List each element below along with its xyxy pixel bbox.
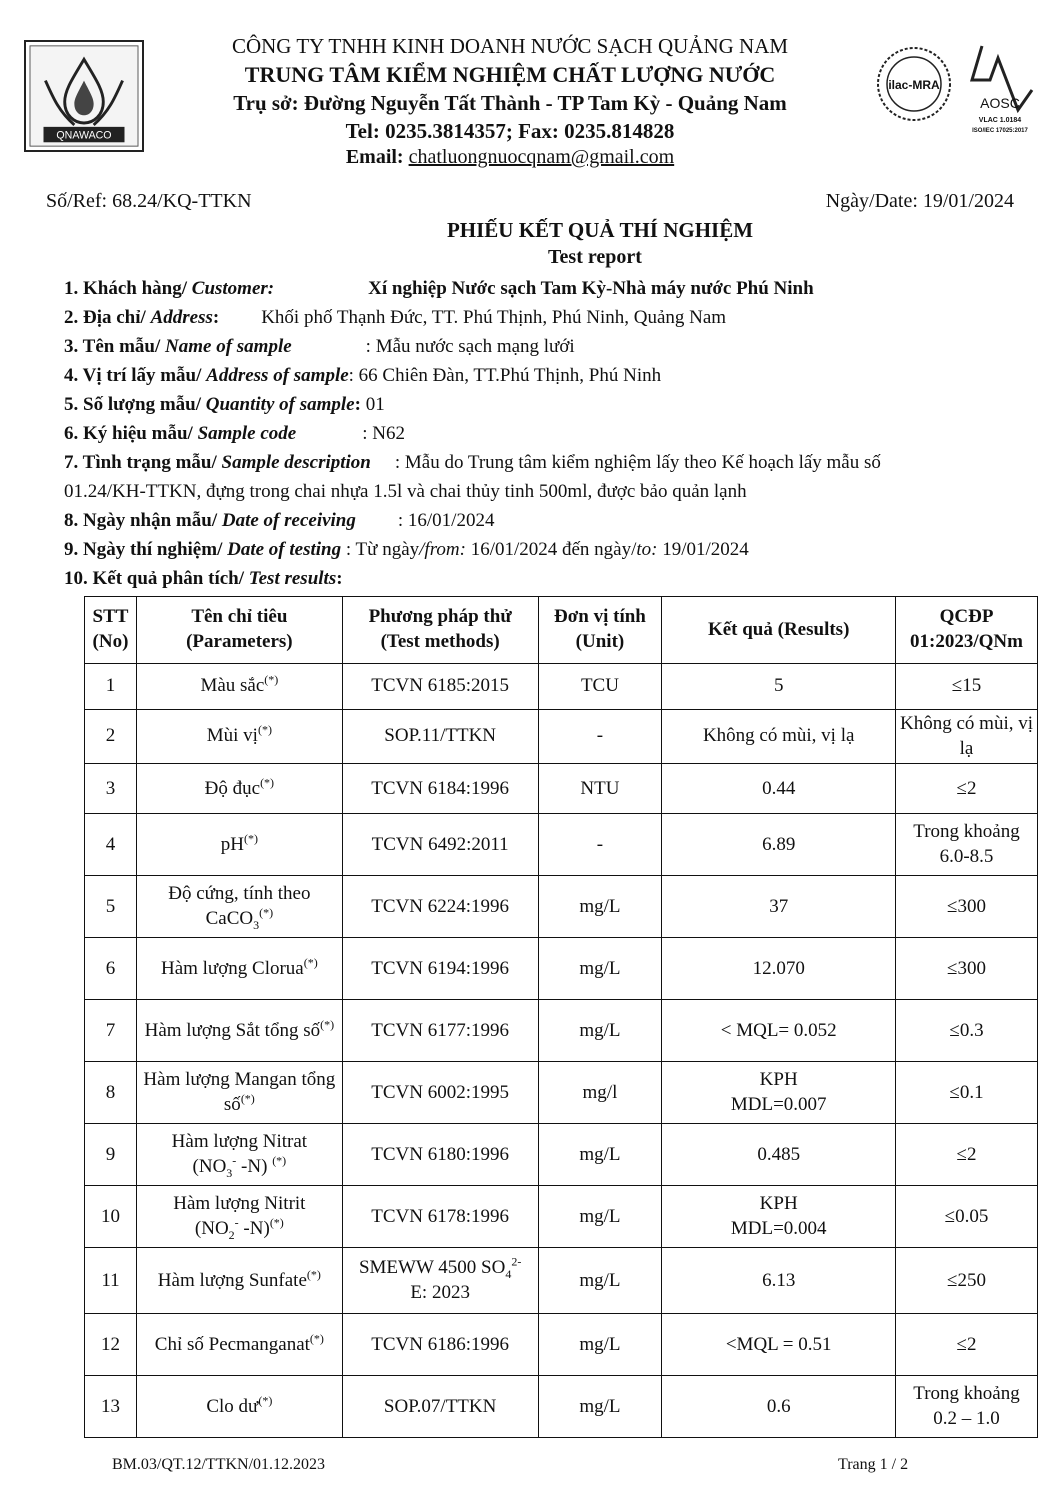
- info-sample-quantity: 5. Số lượng mẫu/ Quantity of sample: 01: [64, 394, 385, 415]
- table-row: 2 Mùi vị(*) SOP.11/TTKN - Không có mùi, vị lạ Không có mùi, vị lạ: [85, 710, 1038, 764]
- ilac-text: ilac-MRA: [888, 78, 940, 92]
- aosc-text: AOSC: [980, 95, 1020, 111]
- table-row: 11 Hàm lượng Sunfate(*) SMEWW 4500 $SO_4^{2-}$ E: 2023 mg/L 6.13 ≤250: [85, 1248, 1038, 1314]
- company-name: CÔNG TY TNHH KINH DOANH NƯỚC SẠCH QUẢNG NAM: [231, 34, 789, 58]
- report-title: PHIẾU KẾT QUẢ THÍ NGHIỆM: [446, 218, 754, 242]
- info-sample-location: 4. Vị trí lấy mẫu/ Address of sample: 66 Chiên Đàn, TT.Phú Thịnh, Phú Ninh: [64, 365, 662, 386]
- logo-text: QNAWACO: [56, 129, 112, 142]
- report-subtitle: Test report: [548, 246, 642, 268]
- results-table: [84, 596, 1038, 1438]
- info-date-received: 8. Ngày nhận mẫu/ Date of receiving : 16/01/2024: [64, 510, 495, 531]
- table-row: 9 Hàm lượng Nitrat ($NO_3^-$ -N) (*) TCVN 6180:1996 mg/L 0.485 ≤2: [85, 1124, 1038, 1186]
- table-row: 7 Hàm lượng Sắt tổng số(*) TCVN 6177:1996 mg/L < MQL= 0.052 ≤0.3: [85, 1000, 1038, 1062]
- form-code: BM.03/QT.12/TTKN/01.12.2023: [112, 1456, 326, 1473]
- header-no: STT (No): [85, 597, 137, 664]
- info-sample-description: 7. Tình trạng mẫu/ Sample description : Mẫu do Trung tâm kiểm nghiệm lấy theo Kế hoạch lấy mẫu số: [64, 452, 881, 473]
- iso-text: ISO/IEC 17025:2017: [972, 128, 1028, 134]
- table-row: 5 Độ cứng, tính theo CaCO$_3$(*) TCVN 6224:1996 mg/L 37 ≤300: [85, 876, 1038, 938]
- table-row: 8 Hàm lượng Mangan tổng số(*) TCVN 6002:1995 mg/l KPH MDL=0.007 ≤0.1: [85, 1062, 1038, 1124]
- info-date-testing: 9. Ngày thí nghiệm/ Date of testing : Từ ngày/from: 16/01/2024 đến ngày/to: 19/01/2024: [64, 539, 749, 560]
- page-number: Trang 1 / 2: [838, 1456, 909, 1473]
- company-logo: [24, 40, 144, 152]
- header-result: Kết quả (Results): [662, 597, 896, 664]
- info-sample-code: 6. Ký hiệu mẫu/ Sample code : N62: [64, 423, 405, 444]
- info-customer: 1. Khách hàng/ Customer: Xí nghiệp Nước sạch Tam Kỳ-Nhà máy nước Phú Ninh: [64, 278, 814, 299]
- info-sample-description-cont: 01.24/KH-TTKN, đựng trong chai nhựa 1.5l và chai thủy tinh 500ml, được bảo quản lạnh: [64, 481, 747, 502]
- info-sample-name: 3. Tên mẫu/ Name of sample : Mẫu nước sạch mạng lưới: [64, 336, 575, 357]
- table-header-row: [85, 597, 1038, 664]
- accreditation-logos: [872, 40, 1042, 136]
- table-row: 4 pH(*) TCVN 6492:2011 - 6.89 Trong khoảng 6.0-8.5: [85, 814, 1038, 876]
- contact-phone: Tel: 0235.3814357; Fax: 0235.814828: [345, 119, 675, 143]
- header-parameter: Tên chỉ tiêu (Parameters): [136, 597, 342, 664]
- office-address: Trụ sở: Đường Nguyễn Tất Thành - TP Tam Kỳ - Quảng Nam: [233, 91, 787, 115]
- center-name: TRUNG TÂM KIỂM NGHIỆM CHẤT LƯỢNG NƯỚC: [244, 62, 776, 87]
- report-date: Ngày/Date: 19/01/2024: [825, 190, 1014, 212]
- info-test-results: 10. Kết quả phân tích/ Test results:: [64, 568, 343, 589]
- table-row: 6 Hàm lượng Clorua(*) TCVN 6194:1996 mg/L 12.070 ≤300: [85, 938, 1038, 1000]
- reference-number: Số/Ref: 68.24/KQ-TTKN: [46, 190, 252, 212]
- table-row: 3 Độ đục(*) TCVN 6184:1996 NTU 0.44 ≤2: [85, 764, 1038, 814]
- email-label: Email:: [345, 146, 409, 168]
- table-row: 1 Màu sắc(*) TCVN 6185:2015 TCU 5 ≤15: [85, 664, 1038, 710]
- header-method: Phương pháp thử (Test methods): [342, 597, 538, 664]
- info-address: 2. Địa chỉ/ Address: Khối phố Thạnh Đức, TT. Phú Thịnh, Phú Ninh, Quảng Nam: [64, 307, 727, 328]
- table-row: 13 Clo dư(*) SOP.07/TTKN mg/L 0.6 Trong khoảng 0.2 – 1.0: [85, 1376, 1038, 1438]
- table-row: 12 Chỉ số Pecmanganat(*) TCVN 6186:1996 mg/L <MQL = 0.51 ≤2: [85, 1314, 1038, 1376]
- header-limit: QCĐP 01:2023/QNm: [896, 597, 1038, 664]
- email-link[interactable]: chatluongnuocqnam@gmail.com: [408, 146, 675, 168]
- vlac-text: VLAC 1.0184: [978, 117, 1022, 124]
- header-unit: Đơn vị tính (Unit): [538, 597, 662, 664]
- table-row: 10 Hàm lượng Nitrit ($NO_2^-$ -N)(*) TCVN 6178:1996 mg/L KPH MDL=0.004 ≤0.05: [85, 1186, 1038, 1248]
- contact-email: [150, 146, 870, 169]
